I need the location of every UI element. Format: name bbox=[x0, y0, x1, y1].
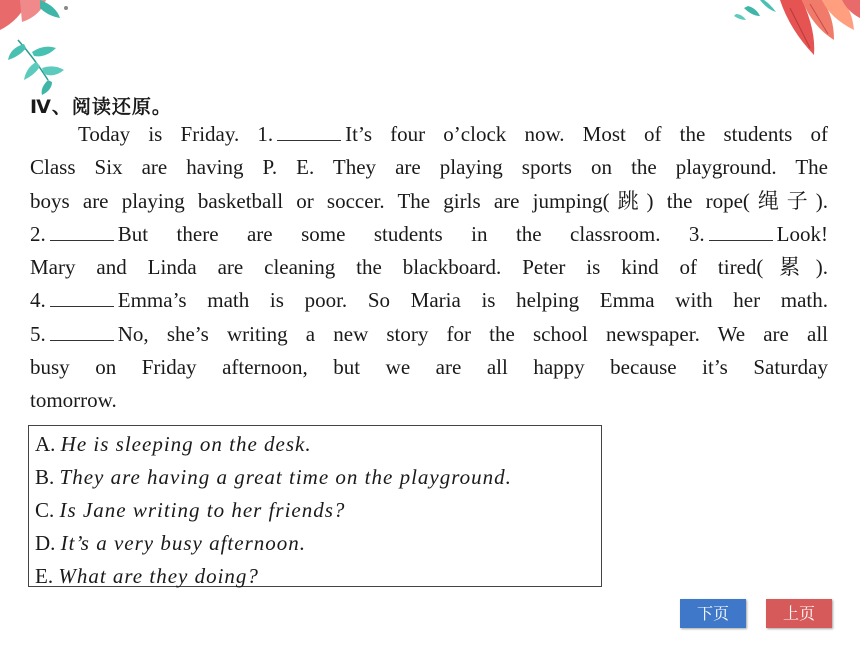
section-heading: Ⅳ、阅读还原。 bbox=[30, 96, 172, 118]
option-a bbox=[35, 428, 595, 461]
reading-passage bbox=[30, 118, 828, 418]
option-d bbox=[35, 527, 595, 560]
passage-text: 5. bbox=[30, 321, 46, 346]
option-text: What are they doing? bbox=[58, 564, 259, 588]
passage-text: 4. bbox=[30, 288, 46, 313]
answer-blank-5[interactable] bbox=[50, 320, 114, 341]
option-letter: D. bbox=[35, 531, 56, 555]
option-c bbox=[35, 494, 595, 527]
passage-line-9: tomorrow. bbox=[30, 388, 117, 413]
option-text: Is Jane writing to her friends? bbox=[59, 498, 346, 522]
option-letter: A. bbox=[35, 432, 56, 456]
passage-line-1 bbox=[30, 118, 828, 151]
option-text: They are having a great time on the playground. bbox=[59, 465, 512, 489]
previous-page-button[interactable]: 上页 bbox=[766, 599, 832, 628]
next-page-button[interactable]: 下页 bbox=[680, 599, 746, 628]
passage-text: But there are some students in the classroom. 3. bbox=[117, 221, 705, 246]
passage-text: 2. bbox=[30, 221, 46, 246]
options-box bbox=[28, 425, 602, 587]
passage-line-5: Mary and Linda are cleaning the blackboard. Peter is kind of tired(累). bbox=[30, 255, 828, 280]
passage-line-2: Class Six are having P. E. They are playing sports on the playground. The bbox=[30, 155, 828, 180]
passage-line-8: busy on Friday afternoon, but we are all happy because it’s Saturday bbox=[30, 355, 828, 380]
passage-line-4 bbox=[30, 218, 828, 251]
answer-blank-2[interactable] bbox=[50, 220, 114, 241]
answer-blank-3[interactable] bbox=[709, 220, 773, 241]
option-text: He is sleeping on the desk. bbox=[60, 432, 312, 456]
passage-line-6 bbox=[30, 284, 828, 317]
option-b bbox=[35, 461, 595, 494]
passage-text: Today is Friday. 1. bbox=[78, 122, 274, 146]
option-letter: B. bbox=[35, 465, 55, 489]
passage-text: It’s four o’clock now. Most of the students of bbox=[345, 122, 828, 146]
answer-blank-1[interactable] bbox=[277, 120, 341, 141]
passage-text: Emma’s math is poor. So Maria is helping Emma with her math. bbox=[117, 288, 828, 313]
option-letter: C. bbox=[35, 498, 55, 522]
feather-decoration-icon bbox=[730, 0, 860, 80]
passage-line-3: boys are playing basketball or soccer. The girls are jumping(跳) the rope(绳子). bbox=[30, 188, 828, 213]
passage-line-7 bbox=[30, 318, 828, 351]
passage-text: No, she’s writing a new story for the school newspaper. We are all bbox=[117, 321, 828, 346]
option-e bbox=[35, 560, 595, 593]
passage-text: Look! bbox=[776, 221, 828, 246]
leaf-decoration-icon bbox=[0, 0, 110, 95]
option-letter: E. bbox=[35, 564, 54, 588]
option-text: It’s a very busy afternoon. bbox=[60, 531, 306, 555]
answer-blank-4[interactable] bbox=[50, 286, 114, 307]
